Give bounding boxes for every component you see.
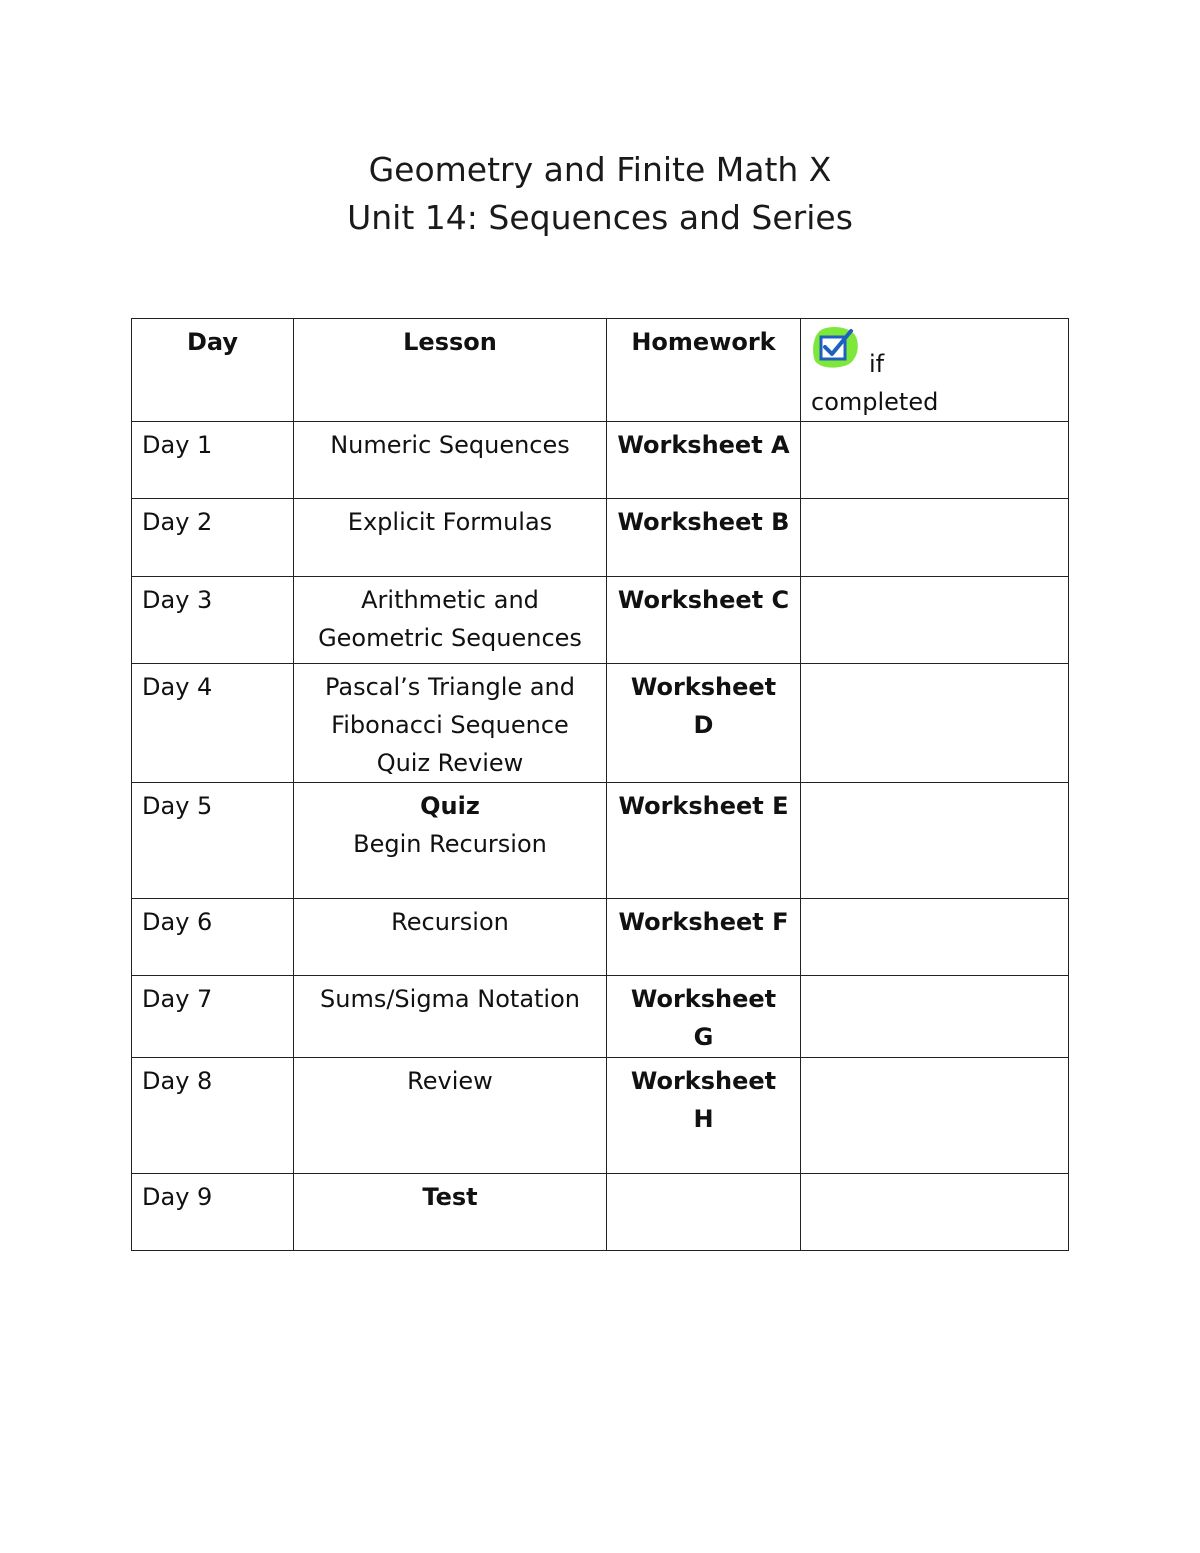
completed-checkbox-cell[interactable] bbox=[801, 1174, 1069, 1251]
day-cell: Day 7 bbox=[132, 976, 294, 1058]
lesson-cell bbox=[294, 1058, 607, 1174]
table-header-row bbox=[132, 319, 1069, 422]
lesson-line: Recursion bbox=[391, 908, 509, 936]
lesson-line: Numeric Sequences bbox=[330, 431, 570, 459]
table-row bbox=[132, 1058, 1069, 1174]
lesson-cell bbox=[294, 499, 607, 577]
lesson-cell bbox=[294, 976, 607, 1058]
lesson-cell bbox=[294, 577, 607, 664]
day-cell: Day 2 bbox=[132, 499, 294, 577]
lesson-line: Geometric Sequences bbox=[318, 624, 582, 652]
lesson-line: Sums/Sigma Notation bbox=[320, 985, 580, 1013]
day-column-header: Day bbox=[132, 319, 294, 422]
lesson-column-header: Lesson bbox=[294, 319, 607, 422]
lesson-line: Review bbox=[407, 1067, 493, 1095]
lesson-line: Fibonacci Sequence bbox=[331, 711, 569, 739]
homework-cell: Worksheet A bbox=[607, 422, 801, 499]
day-cell: Day 8 bbox=[132, 1058, 294, 1174]
day-cell: Day 6 bbox=[132, 899, 294, 976]
course-title: Geometry and Finite Math X bbox=[368, 150, 832, 189]
lesson-cell bbox=[294, 783, 607, 899]
lesson-line: Quiz bbox=[420, 792, 480, 820]
lesson-line: Pascal’s Triangle and bbox=[325, 673, 575, 701]
completed-checkbox-cell[interactable] bbox=[801, 1058, 1069, 1174]
lesson-cell bbox=[294, 899, 607, 976]
lesson-cell bbox=[294, 664, 607, 783]
homework-cell: Worksheet H bbox=[607, 1058, 801, 1174]
day-cell: Day 1 bbox=[132, 422, 294, 499]
completed-checkbox-cell[interactable] bbox=[801, 899, 1069, 976]
homework-cell bbox=[607, 1174, 801, 1251]
completed-column-header bbox=[801, 319, 1069, 422]
table-row bbox=[132, 783, 1069, 899]
lesson-cell bbox=[294, 1174, 607, 1251]
table-row bbox=[132, 577, 1069, 664]
lesson-line: Test bbox=[422, 1183, 478, 1211]
table-row bbox=[132, 899, 1069, 976]
check-if-label: if bbox=[869, 350, 885, 378]
unit-schedule-table bbox=[131, 318, 1069, 1251]
table-row bbox=[132, 1174, 1069, 1251]
lesson-cell bbox=[294, 422, 607, 499]
homework-cell: Worksheet E bbox=[607, 783, 801, 899]
completed-checkbox-cell[interactable] bbox=[801, 499, 1069, 577]
homework-cell: Worksheet C bbox=[607, 577, 801, 664]
table-row bbox=[132, 422, 1069, 499]
green-checkbox-icon bbox=[809, 323, 861, 369]
day-cell: Day 4 bbox=[132, 664, 294, 783]
unit-title: Unit 14: Sequences and Series bbox=[347, 198, 853, 237]
day-cell: Day 5 bbox=[132, 783, 294, 899]
table-row bbox=[132, 664, 1069, 783]
lesson-line: Arithmetic and bbox=[361, 586, 539, 614]
homework-cell: Worksheet F bbox=[607, 899, 801, 976]
table-row bbox=[132, 499, 1069, 577]
day-cell: Day 3 bbox=[132, 577, 294, 664]
lesson-line: Explicit Formulas bbox=[347, 508, 553, 536]
document-title bbox=[0, 146, 1200, 242]
check-completed-label: completed bbox=[811, 388, 939, 416]
homework-cell: Worksheet D bbox=[607, 664, 801, 783]
completed-checkbox-cell[interactable] bbox=[801, 422, 1069, 499]
completed-checkbox-cell[interactable] bbox=[801, 577, 1069, 664]
day-cell: Day 9 bbox=[132, 1174, 294, 1251]
lesson-line: Quiz Review bbox=[376, 749, 524, 777]
completed-checkbox-cell[interactable] bbox=[801, 783, 1069, 899]
table-row bbox=[132, 976, 1069, 1058]
homework-cell: Worksheet G bbox=[607, 976, 801, 1058]
completed-checkbox-cell[interactable] bbox=[801, 976, 1069, 1058]
homework-cell: Worksheet B bbox=[607, 499, 801, 577]
homework-column-header: Homework bbox=[607, 319, 801, 422]
lesson-line: Begin Recursion bbox=[353, 830, 547, 858]
completed-checkbox-cell[interactable] bbox=[801, 664, 1069, 783]
